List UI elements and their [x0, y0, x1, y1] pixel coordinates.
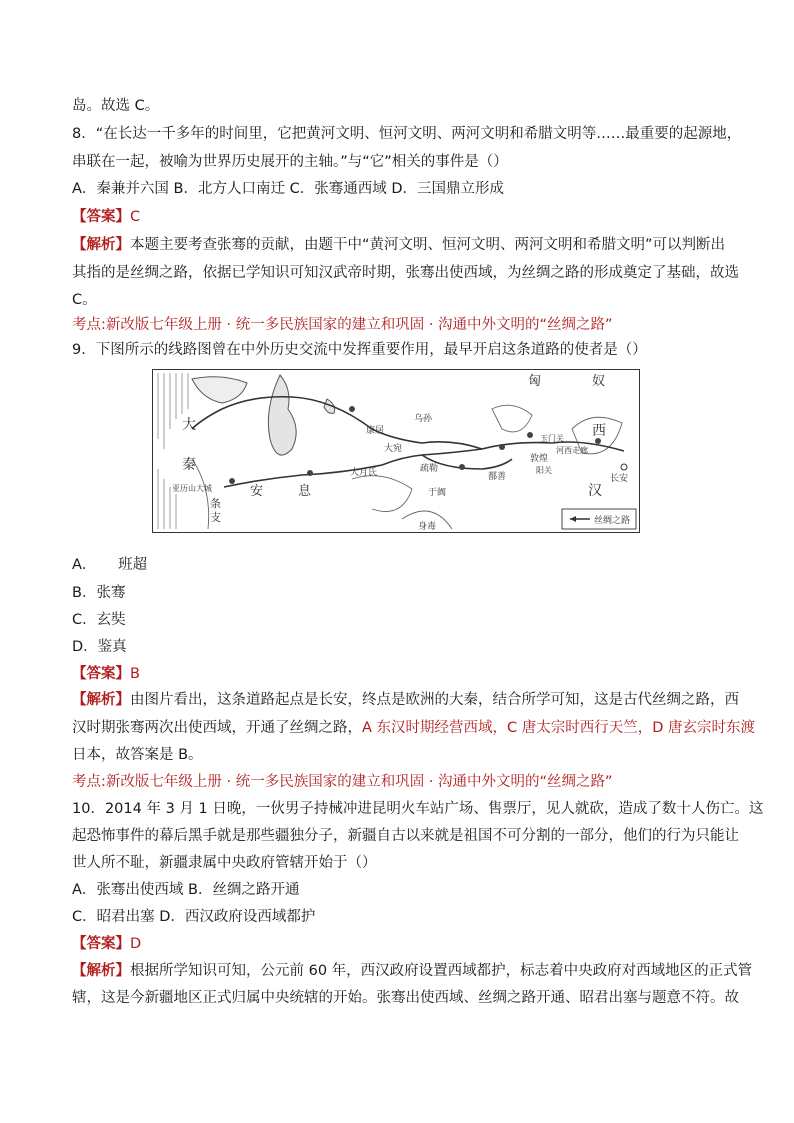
legend-label: 丝绸之路	[594, 516, 631, 526]
option-a: A． 班超	[72, 557, 148, 573]
answer-value: B	[130, 666, 140, 682]
map-label-tiaozhi-2: 支	[210, 511, 221, 524]
analysis-tag: 【解析】	[72, 692, 130, 708]
answer-value: D	[130, 936, 142, 952]
analysis-text-red: A 东汉时期经营西域，C 唐太宗时西行天竺，D 唐玄宗时东渡	[362, 720, 756, 736]
map-label-xiongnu-2: 奴	[592, 374, 606, 389]
analysis-line: 其指的是丝绸之路，依据已学知识可知汉武帝时期，张骞出使西域，为丝绸之路的形成奠定了基础，故选	[72, 265, 739, 281]
map-label-anxi-2: 息	[298, 484, 312, 499]
option-c: C．玄奘	[72, 612, 126, 628]
question-9-line: 9．下图所示的线路图曾在中外历史交流中发挥重要作用，最早开启这条道路的使者是（）	[72, 342, 647, 358]
map-label-kangju: 康居	[366, 426, 385, 436]
option-b: B．张骞	[72, 585, 126, 601]
question-10-analysis	[72, 961, 752, 981]
question-8-line: 串联在一起，被喻为世界历史展开的主轴。”与“它”相关的事件是（）	[72, 154, 508, 170]
knowledge-point: 考点:新改版七年级上册 · 统一多民族国家的建立和巩固 · 沟通中外文明的“丝绸之路”	[72, 317, 613, 333]
analysis-text: 汉时期张骞两次出使西域，开通了丝绸之路，	[72, 720, 362, 736]
question-10-line: 起恐怖事件的幕后黑手就是那些疆独分子，新疆自古以来就是祖国不可分割的一部分，他们的行为只能让	[72, 828, 739, 844]
question-9-answer	[72, 664, 140, 684]
map-label-changan: 长安	[610, 474, 629, 484]
answer-value: C	[130, 209, 141, 225]
map-label-anxi-1: 安	[250, 484, 264, 499]
map-label-han: 汉	[588, 483, 602, 499]
analysis-tag: 【解析】	[72, 237, 130, 253]
map-label-qin: 秦	[182, 457, 196, 473]
question-10-options-ab: A．张骞出使西域 B．丝绸之路开通	[72, 882, 300, 898]
text-line: 岛。故选 C。	[72, 98, 160, 114]
map-label-xiongnu-1: 匈	[528, 374, 542, 389]
answer-tag: 【答案】	[72, 666, 130, 682]
knowledge-point: 考点:新改版七年级上册 · 统一多民族国家的建立和巩固 · 沟通中外文明的“丝绸之路”	[72, 774, 613, 790]
answer-tag: 【答案】	[72, 936, 130, 952]
question-8-line: 8．“在长达一千多年的时间里，它把黄河文明、恒河文明、两河文明和希腊文明等……最重要的起源地，	[72, 126, 742, 142]
question-8-options: A．秦兼并六国 B．北方人口南迁 C．张骞通西域 D．三国鼎立形成	[72, 181, 504, 197]
map-label-yangguan: 阳关	[536, 466, 552, 475]
map-label-dawan: 大宛	[384, 444, 403, 454]
map-label-shule: 疏勒	[420, 464, 439, 474]
question-9-analysis	[72, 690, 739, 710]
map-label-dunhuang: 敦煌	[530, 454, 549, 464]
map-label-hexi: 河西走廊	[556, 446, 588, 455]
analysis-text: 由图片看出，这条道路起点是长安，终点是欧洲的大秦，结合所学可知，这是古代丝绸之路，西	[130, 692, 739, 708]
map-label-tiaozhi-1: 条	[210, 497, 221, 510]
question-8-analysis	[72, 235, 725, 255]
map-label-shanshan: 鄯善	[488, 472, 507, 482]
map-label-xi: 西	[592, 423, 606, 439]
map-label-da: 大	[182, 417, 196, 433]
option-d: D．鉴真	[72, 639, 127, 655]
question-10-options-cd: C．昭君出塞 D．西汉政府设西域都护	[72, 909, 316, 925]
map-label-shendu: 身毒	[418, 522, 437, 532]
analysis-text: 本题主要考查张骞的贡献，由题干中“黄河文明、恒河文明、两河文明和希腊文明”可以判断出	[130, 237, 726, 253]
map-label-alexandria: 亚历山大城	[172, 484, 212, 493]
question-10-line: 10．2014 年 3 月 1 日晚，一伙男子持械冲进昆明火车站广场、售票厅，见人就砍，造成了数十人伤亡。这	[72, 801, 764, 817]
answer-tag: 【答案】	[72, 209, 130, 225]
analysis-line: C。	[72, 292, 97, 308]
map-label-yutian: 于阗	[428, 488, 447, 498]
analysis-text: 根据所学知识可知，公元前 60 年，西汉政府设置西域都护，标志着中央政府对西域地区的正式管	[130, 963, 753, 979]
map-label-wusun: 乌孙	[414, 414, 433, 424]
map-label-dayuezhi: 大月氏	[350, 468, 378, 478]
question-10-answer	[72, 934, 141, 954]
question-10-line: 世人所不耻，新疆隶属中央政府管辖开始于（）	[72, 855, 377, 871]
map-label-yumenguan: 玉门关	[540, 434, 564, 443]
analysis-tag: 【解析】	[72, 963, 130, 979]
analysis-line: 辖，这是今新疆地区正式归属中央统辖的开始。张骞出使西域、丝绸之路开通、昭君出塞与题意不符。故	[72, 990, 739, 1006]
silk-road-map	[152, 369, 640, 533]
question-8-answer	[72, 207, 140, 227]
analysis-line: 日本，故答案是 B。	[72, 747, 203, 763]
analysis-line	[72, 718, 755, 738]
